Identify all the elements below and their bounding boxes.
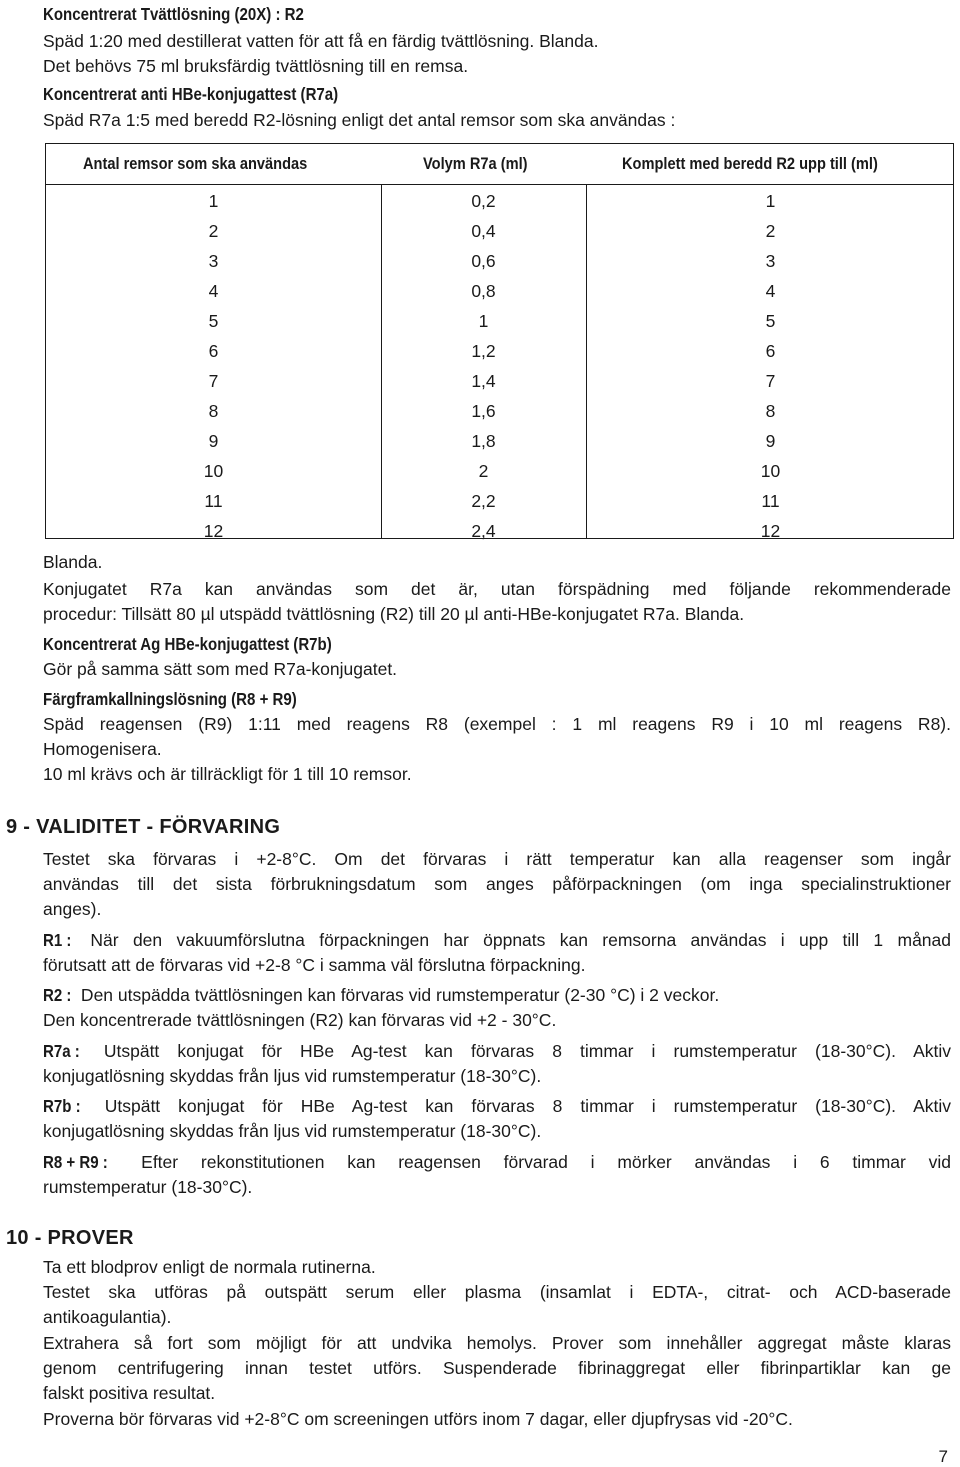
- table-row: [46, 246, 953, 276]
- table-cell: 12: [203, 521, 224, 541]
- r7a-storage-line-1: R7a : Utspätt konjugat för HBe Ag-test kan förvaras 8 timmar i rumstemperatur (18-30°C). Aktiv: [43, 1041, 951, 1061]
- table-cell: 10: [760, 461, 781, 481]
- table-cell: 9: [208, 431, 219, 451]
- table-cell: 11: [761, 491, 780, 511]
- konjugat-line-2: procedur: Tillsätt 80 µl utspädd tvättlösning (R2) till 20 µl anti-HBe-konjugatet R7a. Blanda.: [43, 604, 745, 624]
- table-cell: 9: [765, 431, 776, 451]
- dilution-table: [45, 143, 954, 539]
- page-number: 7: [938, 1447, 948, 1466]
- table-row: [46, 486, 953, 516]
- prover-heading: 10 - PROVER: [6, 1227, 134, 1249]
- table-row: [46, 336, 953, 366]
- r7b-title: Koncentrerat Ag HBe-konjugattest (R7b): [43, 634, 332, 654]
- table-cell: 2: [478, 461, 489, 481]
- table-cell: 4: [208, 281, 219, 301]
- table-cell: 0,6: [471, 251, 496, 271]
- r2-line-1: R2 : Den utspädda tvättlösningen kan förvaras vid rumstemperatur (2-30 °C) i 2 veckor.: [43, 985, 720, 1005]
- table-cell: 12: [760, 521, 781, 541]
- header-strips: Antal remsor som ska användas: [83, 154, 308, 173]
- table-row: [46, 276, 953, 306]
- table-row: [46, 366, 953, 396]
- farg-title: Färgframkallningslösning (R8 + R9): [43, 689, 297, 709]
- validitet-heading: 9 - VALIDITET - FÖRVARING: [6, 816, 281, 838]
- farg-line-1: Späd reagensen (R9) 1:11 med reagens R8 (exempel : 1 ml reagens R9 i 10 ml reagens R8).: [43, 714, 951, 734]
- prover-line-7: Proverna bör förvaras vid +2-8°C om screeningen utförs inom 7 dagar, eller djupfrysas vid -20°C.: [43, 1409, 793, 1429]
- farg-line-3: 10 ml krävs och är tillräckligt för 1 till 10 remsor.: [43, 764, 412, 784]
- table-cell: 3: [765, 251, 776, 271]
- table-cell: 11: [204, 491, 223, 511]
- blanda-text: Blanda.: [43, 552, 103, 572]
- r89-label: R8 + R9 :: [43, 1152, 108, 1172]
- table-cell: 1,8: [471, 431, 496, 451]
- header-volume: Volym R7a (ml): [422, 154, 528, 173]
- r2-line-2: Den koncentrerade tvättlösningen (R2) kan förvaras vid +2 - 30°C.: [43, 1010, 557, 1030]
- table-cell: 0,8: [471, 281, 496, 301]
- r7b-line-1: Gör på samma sätt som med R7a-konjugatet.: [43, 659, 398, 679]
- table-row: [46, 456, 953, 486]
- r89-storage-line-1: R8 + R9 : Efter rekonstitutionen kan reagensen förvarad i mörker användas i 6 timmar vid: [43, 1152, 951, 1172]
- table-cell: 2,4: [471, 521, 496, 541]
- table-cell: 5: [208, 311, 219, 331]
- header-complete: Komplett med beredd R2 upp till (ml): [621, 154, 878, 173]
- table-cell: 10: [203, 461, 224, 481]
- r89-storage-line-2: rumstemperatur (18-30°C).: [43, 1177, 253, 1197]
- r7a-line-1: Späd R7a 1:5 med beredd R2-lösning enligt det antal remsor som ska användas :: [43, 110, 676, 130]
- table-cell: 2: [208, 221, 219, 241]
- prover-line-5: genom centrifugering innan testet utförs. Suspenderade fibrinaggregat eller fibrinpartiklar kan ge: [43, 1358, 951, 1378]
- prover-line-1: Ta ett blodprov enligt de normala rutinerna.: [43, 1257, 376, 1277]
- r7b-storage-line-1: R7b : Utspätt konjugat för HBe Ag-test kan förvaras 8 timmar i rumstemperatur (18-30°C). Aktiv: [43, 1096, 951, 1116]
- table-cell: 5: [765, 311, 776, 331]
- table-cell: 3: [208, 251, 219, 271]
- r1-line-2: förutsatt att de förvaras vid +2-8 °C i samma väl förslutna förpackning.: [43, 955, 586, 975]
- table-row: [46, 216, 953, 246]
- r7b-storage-line-2: konjugatlösning skyddas från ljus vid rumstemperatur (18-30°C).: [43, 1121, 542, 1141]
- table-cell: 6: [208, 341, 219, 361]
- r7b-label: R7b :: [43, 1096, 81, 1116]
- prover-line-4: Extrahera så fort som möjligt för att undvika hemolys. Prover som innehåller aggregat måste klaras: [43, 1333, 951, 1353]
- table-cell: 6: [765, 341, 776, 361]
- table-cell: 2,2: [471, 491, 496, 511]
- table-cell: 4: [765, 281, 776, 301]
- table-row: [46, 516, 953, 546]
- tvatt-line-2: Det behövs 75 ml bruksfärdig tvättlösning till en remsa.: [43, 56, 469, 76]
- table-cell: 1: [765, 191, 776, 211]
- validitet-p1-line-3: anges).: [43, 899, 102, 919]
- table-cell: 8: [208, 401, 219, 421]
- table-row: [46, 186, 953, 216]
- table-cell: 8: [765, 401, 776, 421]
- table-cell: 1,4: [471, 371, 496, 391]
- r1-line-1: R1 : När den vakuumförslutna förpackningen har öppnats kan remsorna användas i upp till 1 månad: [43, 930, 951, 950]
- r7a-title: Koncentrerat anti HBe-konjugattest (R7a): [43, 84, 339, 104]
- tvatt-line-1: Späd 1:20 med destillerat vatten för att få en färdig tvättlösning. Blanda.: [43, 31, 599, 51]
- table-cell: 0,2: [471, 191, 496, 211]
- table-cell: 7: [765, 371, 776, 391]
- r7a-label: R7a :: [43, 1041, 80, 1061]
- table-cell: 1,2: [471, 341, 496, 361]
- table-header: [46, 144, 953, 185]
- tvatt-title: Koncentrerat Tvättlösning (20X) : R2: [43, 4, 304, 24]
- table-row: [46, 306, 953, 336]
- table-cell: 7: [208, 371, 219, 391]
- table-cell: 1,6: [471, 401, 496, 421]
- table-cell: 0,4: [471, 221, 496, 241]
- table-row: [46, 396, 953, 426]
- table-row: [46, 426, 953, 456]
- prover-line-6: falskt positiva resultat.: [43, 1383, 216, 1403]
- table-cell: 1: [208, 191, 219, 211]
- table-cell: 2: [765, 221, 776, 241]
- r7a-storage-line-2: konjugatlösning skyddas från ljus vid rumstemperatur (18-30°C).: [43, 1066, 542, 1086]
- validitet-p1-line-2: användas till det sista förbrukningsdatum som anges påförpackningen (om inga specialinstruktioner: [43, 874, 951, 894]
- validitet-p1-line-1: Testet ska förvaras i +2-8°C. Om det förvaras i rätt temperatur kan alla reagenser som ingår: [43, 849, 951, 869]
- r1-label: R1 :: [43, 930, 72, 950]
- r2-label: R2 :: [43, 985, 72, 1005]
- prover-line-2: Testet ska utföras på outspätt serum eller plasma (insamlat i EDTA-, citrat- och ACD-baserade: [43, 1282, 951, 1302]
- prover-line-3: antikoagulantia).: [43, 1307, 172, 1327]
- table-cell: 1: [478, 311, 489, 331]
- farg-line-2: Homogenisera.: [43, 739, 162, 759]
- konjugat-line-1: Konjugatet R7a kan användas som det är, utan förspädning med följande rekommenderade: [43, 579, 951, 599]
